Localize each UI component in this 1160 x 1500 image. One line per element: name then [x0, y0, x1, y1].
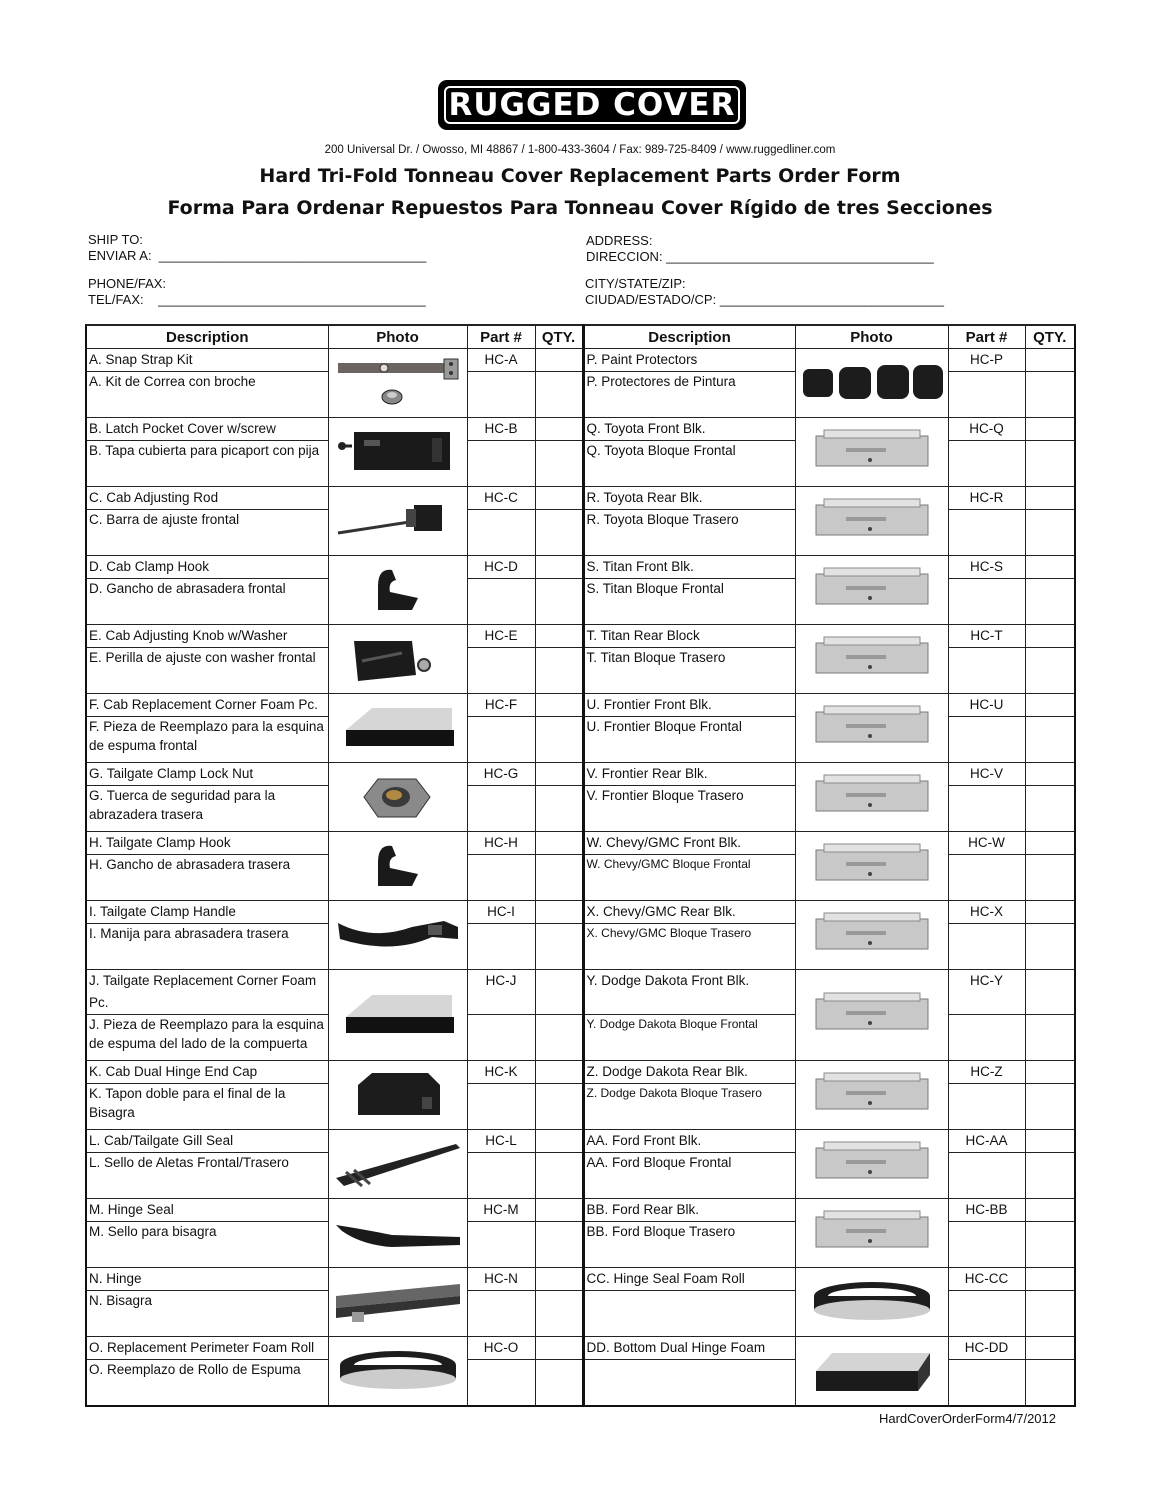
description-en: M. Hinge Seal [86, 1199, 328, 1222]
qty-input[interactable] [535, 1153, 583, 1199]
qty-input[interactable] [1025, 441, 1075, 487]
part-number: HC-E [467, 625, 535, 648]
table-row [86, 625, 1075, 648]
description-en: G. Tailgate Clamp Lock Nut [86, 763, 328, 786]
description-en: CC. Hinge Seal Foam Roll [583, 1268, 795, 1291]
part-number: HC-M [467, 1199, 535, 1222]
table-row [86, 694, 1075, 717]
qty-input[interactable] [1025, 579, 1075, 625]
description-es: D. Gancho de abrasadera frontal [86, 579, 328, 625]
qty-input[interactable] [1025, 418, 1075, 441]
description-es [583, 1291, 795, 1337]
part-number: HC-H [467, 832, 535, 855]
part-number-blank [467, 441, 535, 487]
part-number: HC-U [948, 694, 1025, 717]
qty-input[interactable] [535, 510, 583, 556]
part-number-blank [467, 372, 535, 418]
block-icon [795, 1061, 948, 1130]
brand-name: RUGGED COVER [444, 86, 740, 124]
qty-input[interactable] [535, 1222, 583, 1268]
qty-input[interactable] [535, 1061, 583, 1084]
ship-to-label: SHIP TO: [88, 232, 143, 247]
qty-input[interactable] [1025, 1015, 1075, 1061]
qty-input[interactable] [1025, 970, 1075, 1015]
table-row [86, 556, 1075, 579]
part-number-blank [948, 1153, 1025, 1199]
title-english: Hard Tri-Fold Tonneau Cover Replacement Parts Order Form [259, 165, 901, 187]
table-row [86, 349, 1075, 372]
qty-input[interactable] [1025, 510, 1075, 556]
table-row [86, 487, 1075, 510]
qty-input[interactable] [535, 901, 583, 924]
description-es: L. Sello de Aletas Frontal/Trasero [86, 1153, 328, 1199]
title-spanish: Forma Para Ordenar Repuestos Para Tonneau Cover Rígido de tres Secciones [167, 197, 993, 219]
table-row [86, 763, 1075, 786]
part-number-blank [467, 648, 535, 694]
part-number-blank [467, 1015, 535, 1061]
description-es: R. Toyota Bloque Trasero [583, 510, 795, 556]
qty-input[interactable] [535, 556, 583, 579]
description-en: P. Paint Protectors [583, 349, 795, 372]
brand-logo [438, 80, 746, 130]
table-row [86, 901, 1075, 924]
part-number: HC-CC [948, 1268, 1025, 1291]
qty-input[interactable] [1025, 1360, 1075, 1407]
description-en: W. Chevy/GMC Front Blk. [583, 832, 795, 855]
qty-input[interactable] [1025, 487, 1075, 510]
description-en: Q. Toyota Front Blk. [583, 418, 795, 441]
table-row [86, 418, 1075, 441]
address-field[interactable]: DIRECCION: _____________________________________ [586, 249, 934, 264]
part-number-blank [467, 1084, 535, 1130]
ship-to-field[interactable]: ENVIAR A: _____________________________________ [88, 248, 427, 263]
part-number: HC-X [948, 901, 1025, 924]
part-number: HC-B [467, 418, 535, 441]
header-part: Part # [948, 325, 1025, 349]
part-number: HC-G [467, 763, 535, 786]
description-en: DD. Bottom Dual Hinge Foam [583, 1337, 795, 1360]
part-number-blank [948, 441, 1025, 487]
description-en: C. Cab Adjusting Rod [86, 487, 328, 510]
description-es: Q. Toyota Bloque Frontal [583, 441, 795, 487]
part-number-blank [948, 579, 1025, 625]
phone-label: PHONE/FAX: [88, 276, 167, 291]
table-row [86, 1199, 1075, 1222]
part-number: HC-D [467, 556, 535, 579]
qty-input[interactable] [1025, 372, 1075, 418]
header-part: Part # [467, 325, 535, 349]
description-en: S. Titan Front Blk. [583, 556, 795, 579]
part-number: HC-Z [948, 1061, 1025, 1084]
description-es [583, 1360, 795, 1407]
clamp-hook-icon [328, 556, 467, 625]
clamp-handle-icon [328, 901, 467, 970]
part-number: HC-J [467, 970, 535, 1015]
part-number-blank [948, 1291, 1025, 1337]
header-photo: Photo [328, 325, 467, 349]
part-number-blank [467, 924, 535, 970]
description-es: J. Pieza de Reemplazo para la esquina de espuma del lado de la compuerta [86, 1015, 328, 1061]
block-icon [795, 487, 948, 556]
description-en: H. Tailgate Clamp Hook [86, 832, 328, 855]
form-id: HardCoverOrderForm4/7/2012 [878, 1411, 1056, 1426]
block-icon [795, 1130, 948, 1199]
qty-input[interactable] [1025, 1268, 1075, 1291]
description-es: T. Titan Bloque Trasero [583, 648, 795, 694]
qty-input[interactable] [1025, 1337, 1075, 1360]
qty-input[interactable] [1025, 1199, 1075, 1222]
part-number: HC-S [948, 556, 1025, 579]
knob-icon [328, 625, 467, 694]
block-icon [795, 763, 948, 832]
qty-input[interactable] [1025, 1153, 1075, 1199]
city-label: CITY/STATE/ZIP: [585, 276, 686, 291]
part-number-blank [948, 1015, 1025, 1061]
description-es: E. Perilla de ajuste con washer frontal [86, 648, 328, 694]
part-number-blank [948, 372, 1025, 418]
part-number: HC-V [948, 763, 1025, 786]
part-number: HC-N [467, 1268, 535, 1291]
description-en: F. Cab Replacement Corner Foam Pc. [86, 694, 328, 717]
block-icon [795, 901, 948, 970]
qty-input[interactable] [535, 441, 583, 487]
qty-input[interactable] [535, 1291, 583, 1337]
end-cap-icon [328, 1061, 467, 1130]
qty-input[interactable] [535, 763, 583, 786]
latch-cover-icon [328, 418, 467, 487]
block-icon [795, 832, 948, 901]
block-icon [795, 625, 948, 694]
hinge-seal-icon [328, 1199, 467, 1268]
qty-input[interactable] [535, 418, 583, 441]
part-number-blank [948, 924, 1025, 970]
header-description: Description [86, 325, 328, 349]
description-en: U. Frontier Front Blk. [583, 694, 795, 717]
part-number-blank [467, 1291, 535, 1337]
description-es: M. Sello para bisagra [86, 1222, 328, 1268]
table-row [86, 1061, 1075, 1084]
part-number: HC-DD [948, 1337, 1025, 1360]
gill-seal-icon [328, 1130, 467, 1199]
description-es: O. Reemplazo de Rollo de Espuma [86, 1360, 328, 1407]
description-en: E. Cab Adjusting Knob w/Washer [86, 625, 328, 648]
table-row [86, 1337, 1075, 1360]
description-en: J. Tailgate Replacement Corner Foam Pc. [86, 970, 328, 1015]
qty-input[interactable] [1025, 1222, 1075, 1268]
table-row [86, 1268, 1075, 1291]
qty-input[interactable] [1025, 648, 1075, 694]
part-number-blank [467, 786, 535, 832]
description-en: X. Chevy/GMC Rear Blk. [583, 901, 795, 924]
qty-input[interactable] [1025, 786, 1075, 832]
part-number: HC-T [948, 625, 1025, 648]
qty-input[interactable] [535, 924, 583, 970]
part-number-blank [948, 648, 1025, 694]
parts-table [85, 324, 1076, 1407]
header-photo: Photo [795, 325, 948, 349]
block-icon [795, 970, 948, 1061]
description-en: A. Snap Strap Kit [86, 349, 328, 372]
description-en: K. Cab Dual Hinge End Cap [86, 1061, 328, 1084]
description-en: D. Cab Clamp Hook [86, 556, 328, 579]
qty-input[interactable] [535, 349, 583, 372]
qty-input[interactable] [1025, 556, 1075, 579]
description-en: V. Frontier Rear Blk. [583, 763, 795, 786]
description-es: W. Chevy/GMC Bloque Frontal [583, 855, 795, 901]
description-es: S. Titan Bloque Frontal [583, 579, 795, 625]
phone-field[interactable]: TEL/FAX: _____________________________________ [88, 292, 426, 307]
qty-input[interactable] [535, 1199, 583, 1222]
qty-input[interactable] [1025, 694, 1075, 717]
part-number: HC-AA [948, 1130, 1025, 1153]
description-en: L. Cab/Tailgate Gill Seal [86, 1130, 328, 1153]
corner-foam-icon [328, 694, 467, 763]
description-en: AA. Ford Front Blk. [583, 1130, 795, 1153]
description-es: Z. Dodge Dakota Bloque Trasero [583, 1084, 795, 1130]
description-en: BB. Ford Rear Blk. [583, 1199, 795, 1222]
part-number-blank [467, 855, 535, 901]
qty-input[interactable] [1025, 625, 1075, 648]
table-header [86, 325, 1075, 349]
description-es: I. Manija para abrasadera trasera [86, 924, 328, 970]
table-row [86, 970, 1075, 1015]
description-es: G. Tuerca de seguridad para la abrazadera trasera [86, 786, 328, 832]
lock-nut-icon [328, 763, 467, 832]
block-icon [795, 694, 948, 763]
part-number-blank [948, 1360, 1025, 1407]
city-field[interactable]: CIUDAD/ESTADO/CP: _______________________________ [585, 292, 944, 307]
corner-foam-icon [328, 970, 467, 1061]
qty-input[interactable] [535, 717, 583, 763]
description-es: F. Pieza de Reemplazo para la esquina de espuma frontal [86, 717, 328, 763]
description-es: N. Bisagra [86, 1291, 328, 1337]
block-icon [795, 556, 948, 625]
description-es: Y. Dodge Dakota Bloque Frontal [583, 1015, 795, 1061]
part-number: HC-A [467, 349, 535, 372]
part-number-blank [467, 717, 535, 763]
description-en: O. Replacement Perimeter Foam Roll [86, 1337, 328, 1360]
description-en: Z. Dodge Dakota Rear Blk. [583, 1061, 795, 1084]
qty-input[interactable] [535, 648, 583, 694]
description-es: H. Gancho de abrasadera trasera [86, 855, 328, 901]
part-number-blank [467, 1153, 535, 1199]
table-row [86, 832, 1075, 855]
qty-input[interactable] [535, 1084, 583, 1130]
part-number-blank [467, 510, 535, 556]
qty-input[interactable] [535, 832, 583, 855]
header-qty: QTY. [535, 325, 583, 349]
description-es: U. Frontier Bloque Frontal [583, 717, 795, 763]
qty-input[interactable] [535, 579, 583, 625]
description-es: B. Tapa cubierta para picaport con pija [86, 441, 328, 487]
qty-input[interactable] [535, 694, 583, 717]
qty-input[interactable] [1025, 901, 1075, 924]
description-en: B. Latch Pocket Cover w/screw [86, 418, 328, 441]
qty-input[interactable] [1025, 832, 1075, 855]
description-en: R. Toyota Rear Blk. [583, 487, 795, 510]
qty-input[interactable] [1025, 924, 1075, 970]
header-description: Description [583, 325, 795, 349]
description-es: V. Frontier Bloque Trasero [583, 786, 795, 832]
qty-input[interactable] [1025, 1084, 1075, 1130]
qty-input[interactable] [535, 1268, 583, 1291]
qty-input[interactable] [535, 1360, 583, 1407]
snap-strap-icon [328, 349, 467, 418]
part-number-blank [467, 579, 535, 625]
description-es: BB. Ford Bloque Trasero [583, 1222, 795, 1268]
block-icon [795, 418, 948, 487]
header-qty: QTY. [1025, 325, 1075, 349]
qty-input[interactable] [535, 786, 583, 832]
qty-input[interactable] [535, 855, 583, 901]
part-number-blank [948, 510, 1025, 556]
part-number-blank [467, 1360, 535, 1407]
qty-input[interactable] [535, 487, 583, 510]
qty-input[interactable] [535, 625, 583, 648]
qty-input[interactable] [535, 372, 583, 418]
part-number-blank [467, 1222, 535, 1268]
part-number: HC-P [948, 349, 1025, 372]
qty-input[interactable] [1025, 763, 1075, 786]
description-en: I. Tailgate Clamp Handle [86, 901, 328, 924]
paint-protector-icon [795, 349, 948, 418]
description-en: Y. Dodge Dakota Front Blk. [583, 970, 795, 1015]
part-number: HC-R [948, 487, 1025, 510]
description-en: N. Hinge [86, 1268, 328, 1291]
qty-input[interactable] [1025, 717, 1075, 763]
part-number: HC-F [467, 694, 535, 717]
qty-input[interactable] [1025, 1291, 1075, 1337]
part-number: HC-L [467, 1130, 535, 1153]
contact-line: 200 Universal Dr. / Owosso, MI 48867 / 1-800-433-3604 / Fax: 989-725-8409 / www.ruggedliner.com [324, 144, 836, 156]
qty-input[interactable] [535, 1337, 583, 1360]
qty-input[interactable] [535, 970, 583, 1015]
part-number: HC-K [467, 1061, 535, 1084]
qty-input[interactable] [1025, 349, 1075, 372]
adjusting-rod-icon [328, 487, 467, 556]
description-es: P. Protectores de Pintura [583, 372, 795, 418]
table-row [86, 1130, 1075, 1153]
part-number-blank [948, 855, 1025, 901]
part-number: HC-Q [948, 418, 1025, 441]
part-number-blank [948, 717, 1025, 763]
description-es: C. Barra de ajuste frontal [86, 510, 328, 556]
description-en: T. Titan Rear Block [583, 625, 795, 648]
address-label: ADDRESS: [586, 233, 653, 248]
part-number: HC-BB [948, 1199, 1025, 1222]
description-es: K. Tapon doble para el final de la Bisagra [86, 1084, 328, 1130]
qty-input[interactable] [1025, 1130, 1075, 1153]
part-number-blank [948, 1084, 1025, 1130]
qty-input[interactable] [535, 1015, 583, 1061]
part-number: HC-O [467, 1337, 535, 1360]
part-number: HC-Y [948, 970, 1025, 1015]
part-number: HC-C [467, 487, 535, 510]
foam-roll-icon [328, 1337, 467, 1407]
qty-input[interactable] [1025, 855, 1075, 901]
description-es: AA. Ford Bloque Frontal [583, 1153, 795, 1199]
foam-pad-icon [795, 1337, 948, 1407]
part-number: HC-W [948, 832, 1025, 855]
foam-roll-icon [795, 1268, 948, 1337]
hinge-icon [328, 1268, 467, 1337]
part-number-blank [948, 786, 1025, 832]
description-es: A. Kit de Correa con broche [86, 372, 328, 418]
block-icon [795, 1199, 948, 1268]
description-es: X. Chevy/GMC Bloque Trasero [583, 924, 795, 970]
clamp-hook-icon [328, 832, 467, 901]
part-number-blank [948, 1222, 1025, 1268]
qty-input[interactable] [1025, 1061, 1075, 1084]
part-number: HC-I [467, 901, 535, 924]
qty-input[interactable] [535, 1130, 583, 1153]
